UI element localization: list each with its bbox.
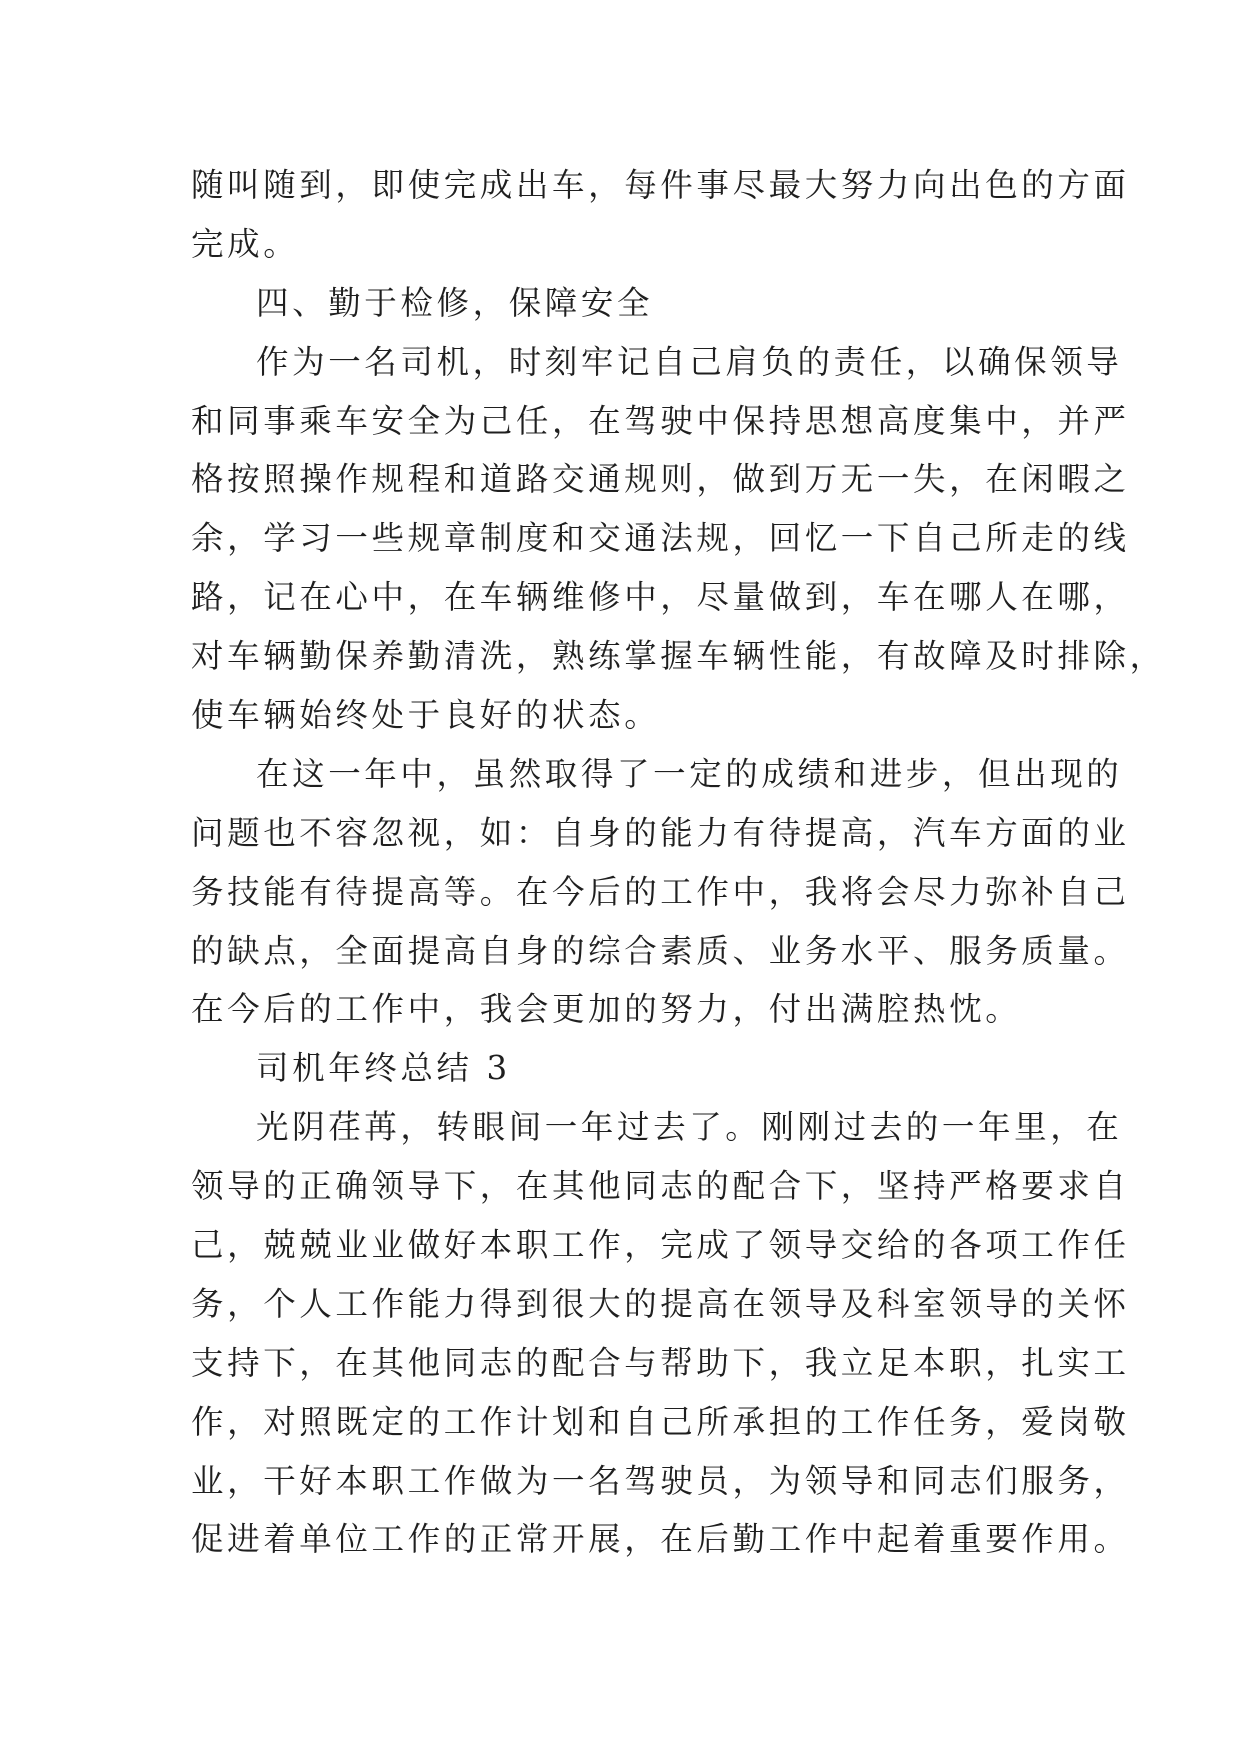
text-line: 己，兢兢业业做好本职工作，完成了领导交给的各项工作任 — [191, 1226, 1130, 1265]
text-line: 领导的正确领导下，在其他同志的配合下，坚持严格要求自 — [191, 1167, 1130, 1206]
text-line: 对车辆勤保养勤清洗，熟练掌握车辆性能，有故障及时排除， — [191, 637, 1166, 676]
text-line: 路，记在心中，在车辆维修中，尽量做到，车在哪人在哪， — [191, 578, 1130, 617]
text-line: 四、勤于检修，保障安全 — [256, 283, 654, 322]
text-line: 司机年终总结 3 — [256, 1049, 511, 1088]
text-line: 在今后的工作中，我会更加的努力，付出满腔热忱。 — [191, 990, 1022, 1029]
document-body — [191, 156, 1166, 1569]
text-line: 业，干好本职工作做为一名驾驶员，为领导和同志们服务， — [191, 1461, 1130, 1500]
text-line: 格按照操作规程和道路交通规则，做到万无一失，在闲暇之 — [191, 460, 1130, 499]
text-line: 在这一年中，虽然取得了一定的成绩和进步，但出现的 — [256, 754, 1123, 793]
text-line: 光阴荏苒，转眼间一年过去了。刚刚过去的一年里，在 — [256, 1108, 1123, 1147]
text-line: 的缺点，全面提高自身的综合素质、业务水平、服务质量。 — [191, 931, 1130, 970]
text-line: 使车辆始终处于良好的状态。 — [191, 696, 661, 735]
text-line: 务技能有待提高等。在今后的工作中，我将会尽力弥补自己 — [191, 872, 1130, 911]
text-line: 作为一名司机，时刻牢记自己肩负的责任，以确保领导 — [256, 342, 1123, 381]
text-line: 务，个人工作能力得到很大的提高在领导及科室领导的关怀 — [191, 1284, 1130, 1323]
text-line: 完成。 — [191, 224, 300, 263]
text-line: 随叫随到，即使完成出车，每件事尽最大努力向出色的方面 — [191, 166, 1130, 204]
text-line: 问题也不容忽视，如：自身的能力有待提高，汽车方面的业 — [191, 813, 1130, 852]
text-line: 促进着单位工作的正常开展，在后勤工作中起着重要作用。 — [191, 1520, 1130, 1559]
text-line: 作，对照既定的工作计划和自己所承担的工作任务，爱岗敬 — [191, 1402, 1130, 1441]
text-line: 和同事乘车安全为己任，在驾驶中保持思想高度集中，并严 — [191, 401, 1130, 440]
text-line: 支持下，在其他同志的配合与帮助下，我立足本职，扎实工 — [191, 1343, 1130, 1382]
text-line: 余，学习一些规章制度和交通法规，回忆一下自己所走的线 — [191, 519, 1130, 558]
